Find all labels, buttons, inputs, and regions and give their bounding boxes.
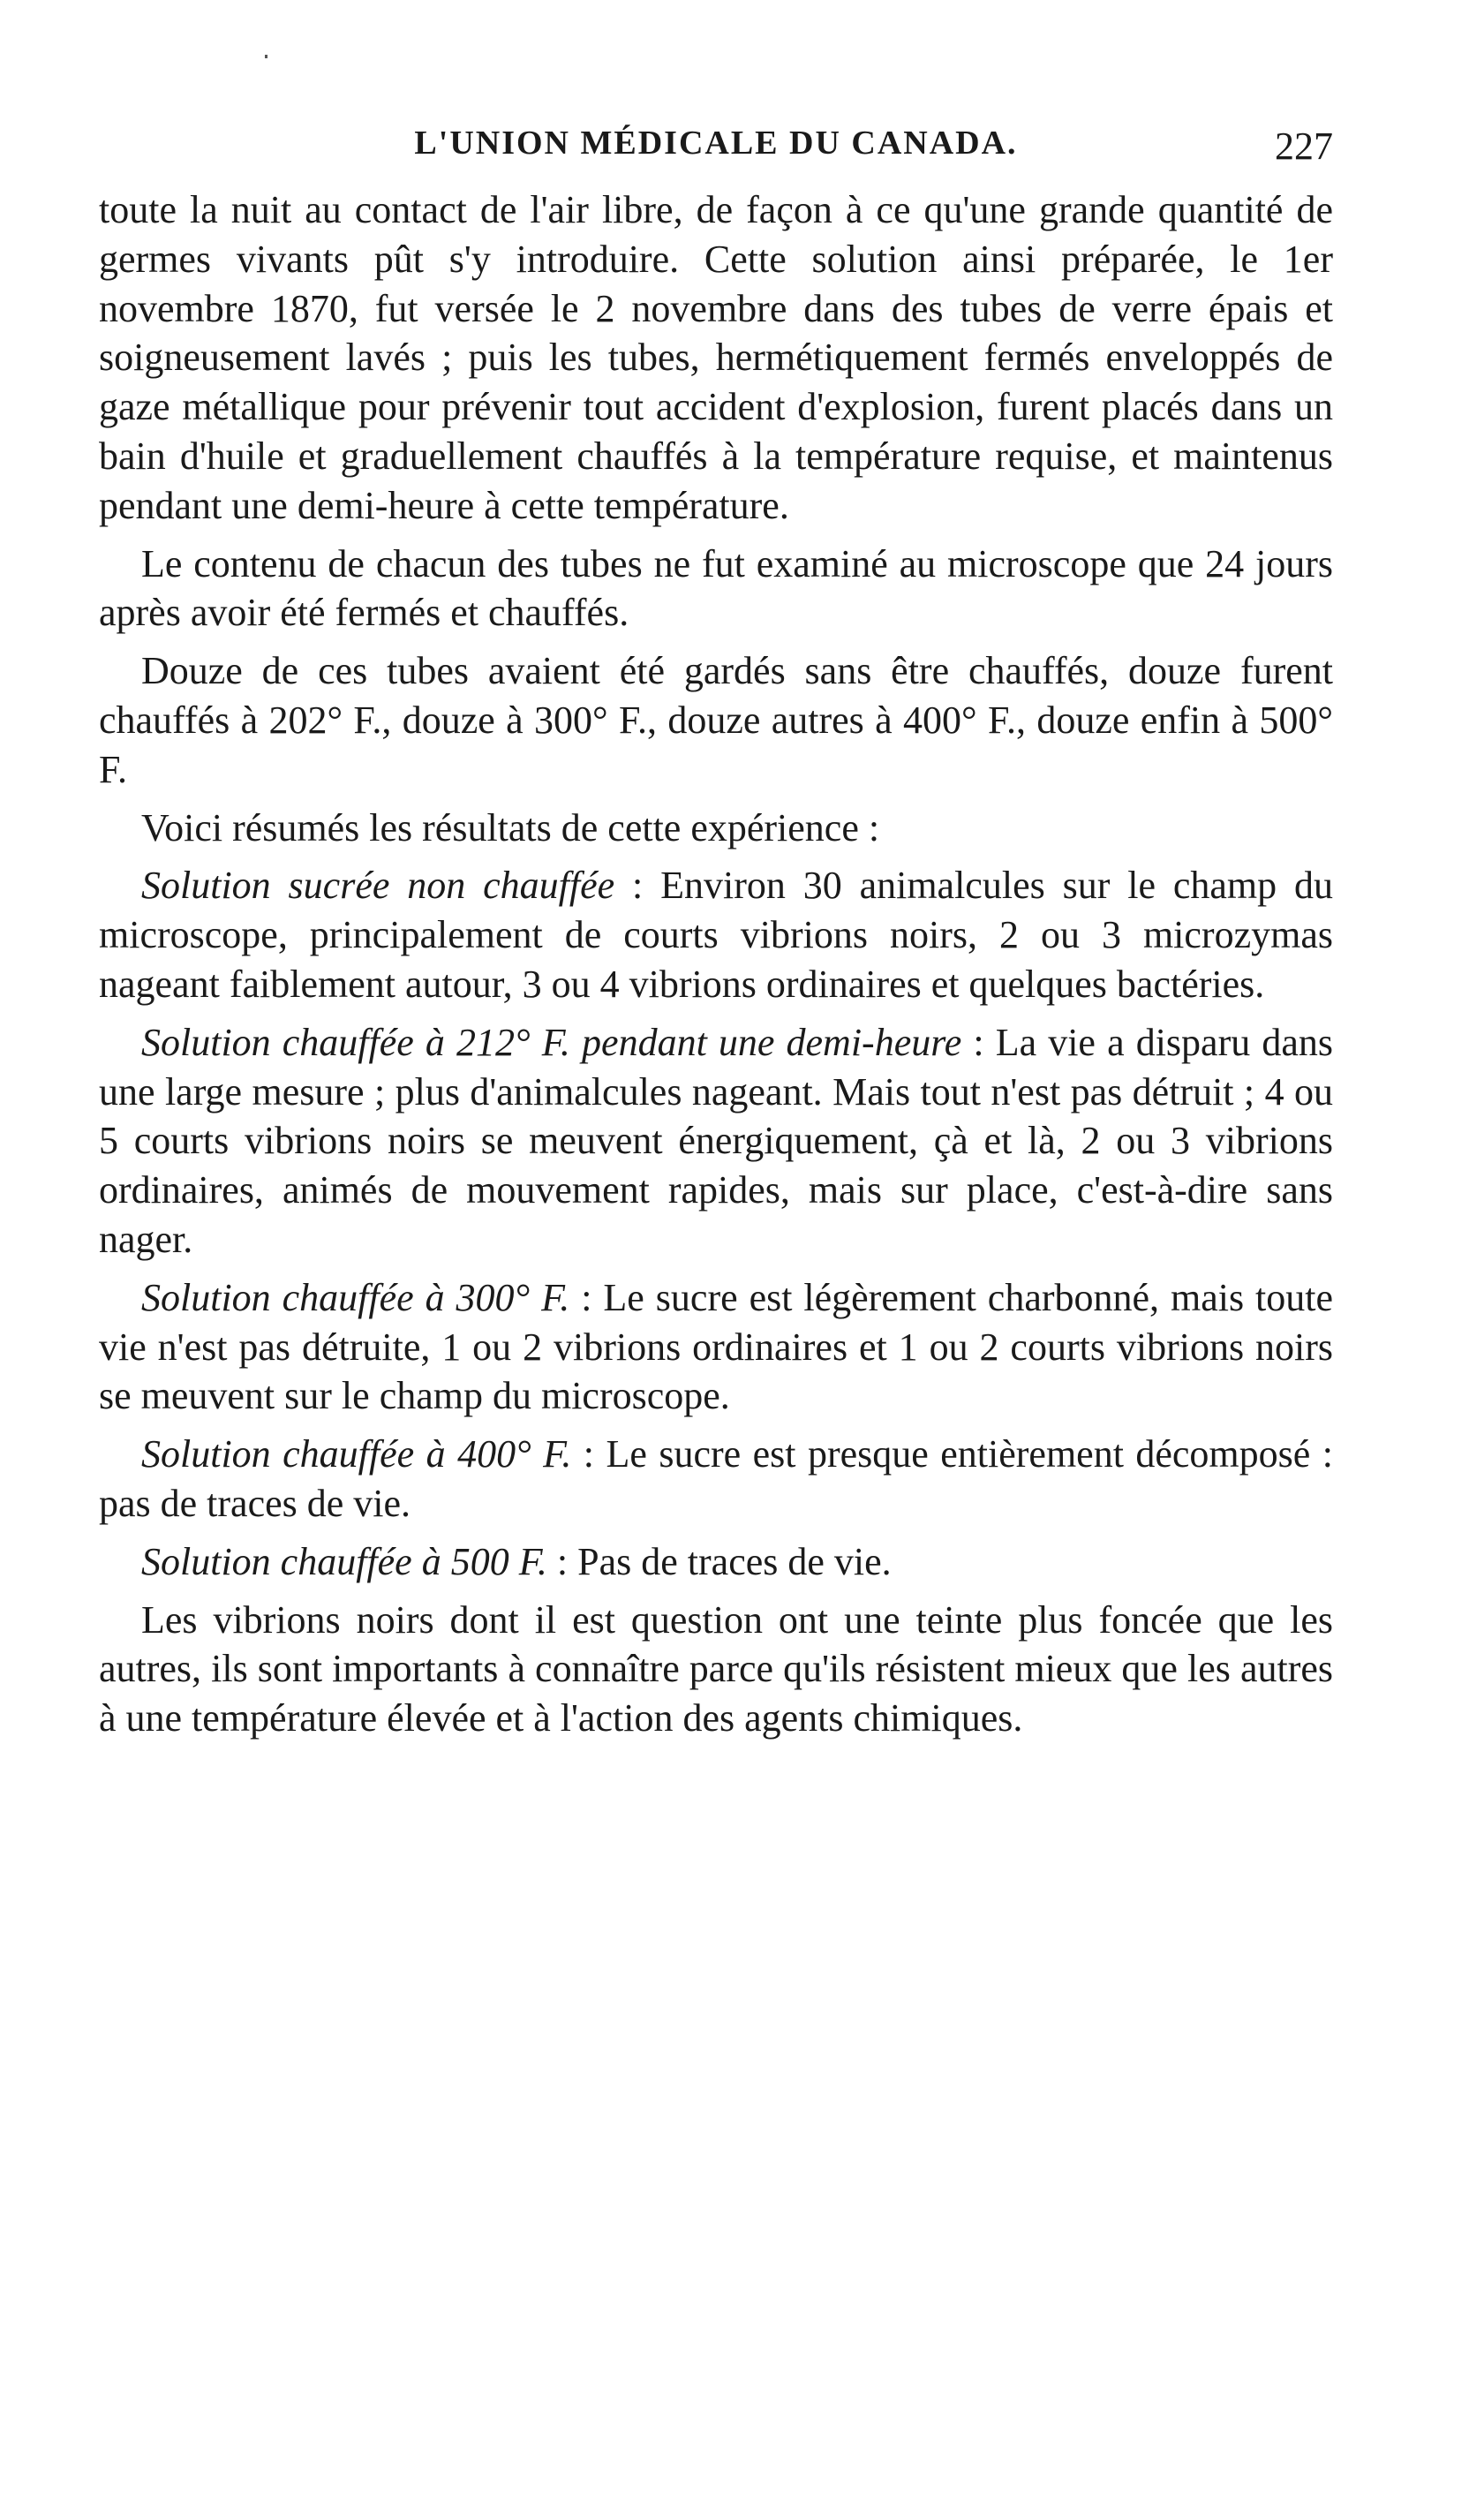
paragraph-text: : Le sucre est presque entièrement décomposé : pas de traces de vie. [99, 1432, 1333, 1525]
result-label: Solution sucrée non chauffée [141, 864, 615, 908]
result-paragraph [99, 1537, 1333, 1587]
paragraph [99, 646, 1333, 794]
paragraph-text: : Environ 30 animalcules sur le champ du microscope, principalement de courts vibrions noirs, 2 ou 3 microzymas nageant faiblement autour, 3 ou 4 vibrions ordinaires et quelques bactéries. [99, 864, 1333, 1006]
paragraph [99, 1596, 1333, 1743]
result-label: Solution chauffée à 500 F. [141, 1539, 547, 1583]
paragraph-text: : Le sucre est légèrement charbonné, mais toute vie n'est pas détruite, 1 ou 2 vibrions ordinaires et 1 ou 2 courts vibrions noirs se meuvent sur le champ du microscope. [99, 1275, 1334, 1418]
result-label: Solution chauffée à 400° F. [141, 1432, 572, 1476]
result-label: Solution chauffée à 300° F. [141, 1275, 570, 1319]
paragraph-text: : La vie a disparu dans une large mesure ; plus d'animalcules nageant. Mais tout n'est pas détruit ; 4 ou 5 courts vibrions noirs se meuvent énergiquement, çà et là, 2 ou 3 vibrions ordinaires, animés de mouvement rapides, mais sur place, c'est-à-dire sans nager. [99, 1020, 1333, 1261]
paragraph [99, 804, 1333, 853]
paragraph-text: : Pas de traces de vie. [546, 1539, 892, 1583]
paragraph [99, 540, 1333, 638]
result-label: Solution chauffée à 212° F. pendant une demi-heure [141, 1020, 962, 1064]
body-text [99, 185, 1333, 1743]
page-header [99, 124, 1333, 177]
result-paragraph [99, 1430, 1333, 1529]
paragraph-continuation [99, 185, 1333, 531]
paragraph-text: toute la nuit au contact de l'air libre, de façon à ce qu'une grande quantité de germes vivants pût s'y introduire. Cette solution ainsi préparée, le 1er novembre 1870, fut versée le 2 novembre dans des tubes de verre épais et soigneusement lavés ; puis les tubes, hermétiquement fermés enveloppés de gaze métallique pour prévenir tout accident d'explosion, furent placés dans un bain d'huile et graduellement chauffés à la température requise, et maintenus pendant une demi-heure à cette température. [99, 188, 1333, 527]
paragraph-text: Voici résumés les résultats de cette expérience : [141, 805, 880, 849]
page-number: 227 [1275, 125, 1333, 168]
paragraph-text: Les vibrions noirs dont il est question ont une teinte plus foncée que les autres, ils sont importants à connaître parce qu'ils résistent mieux que les autres à une température élevée et à l'action des agents chimiques. [99, 1597, 1333, 1740]
result-paragraph [99, 1018, 1333, 1265]
paragraph-text: Douze de ces tubes avaient été gardés sans être chauffés, douze furent chauffés à 202° F., douze à 300° F., douze autres à 400° F., douze enfin à 500° F. [99, 649, 1333, 791]
running-title: L'UNION MÉDICALE DU CANADA. [414, 125, 1018, 162]
paragraph-text: Le contenu de chacun des tubes ne fut examiné au microscope que 24 jours après avoir été fermés et chauffés. [99, 541, 1333, 635]
result-paragraph [99, 861, 1333, 1008]
result-paragraph [99, 1273, 1333, 1421]
stray-ink-mark [265, 55, 267, 58]
